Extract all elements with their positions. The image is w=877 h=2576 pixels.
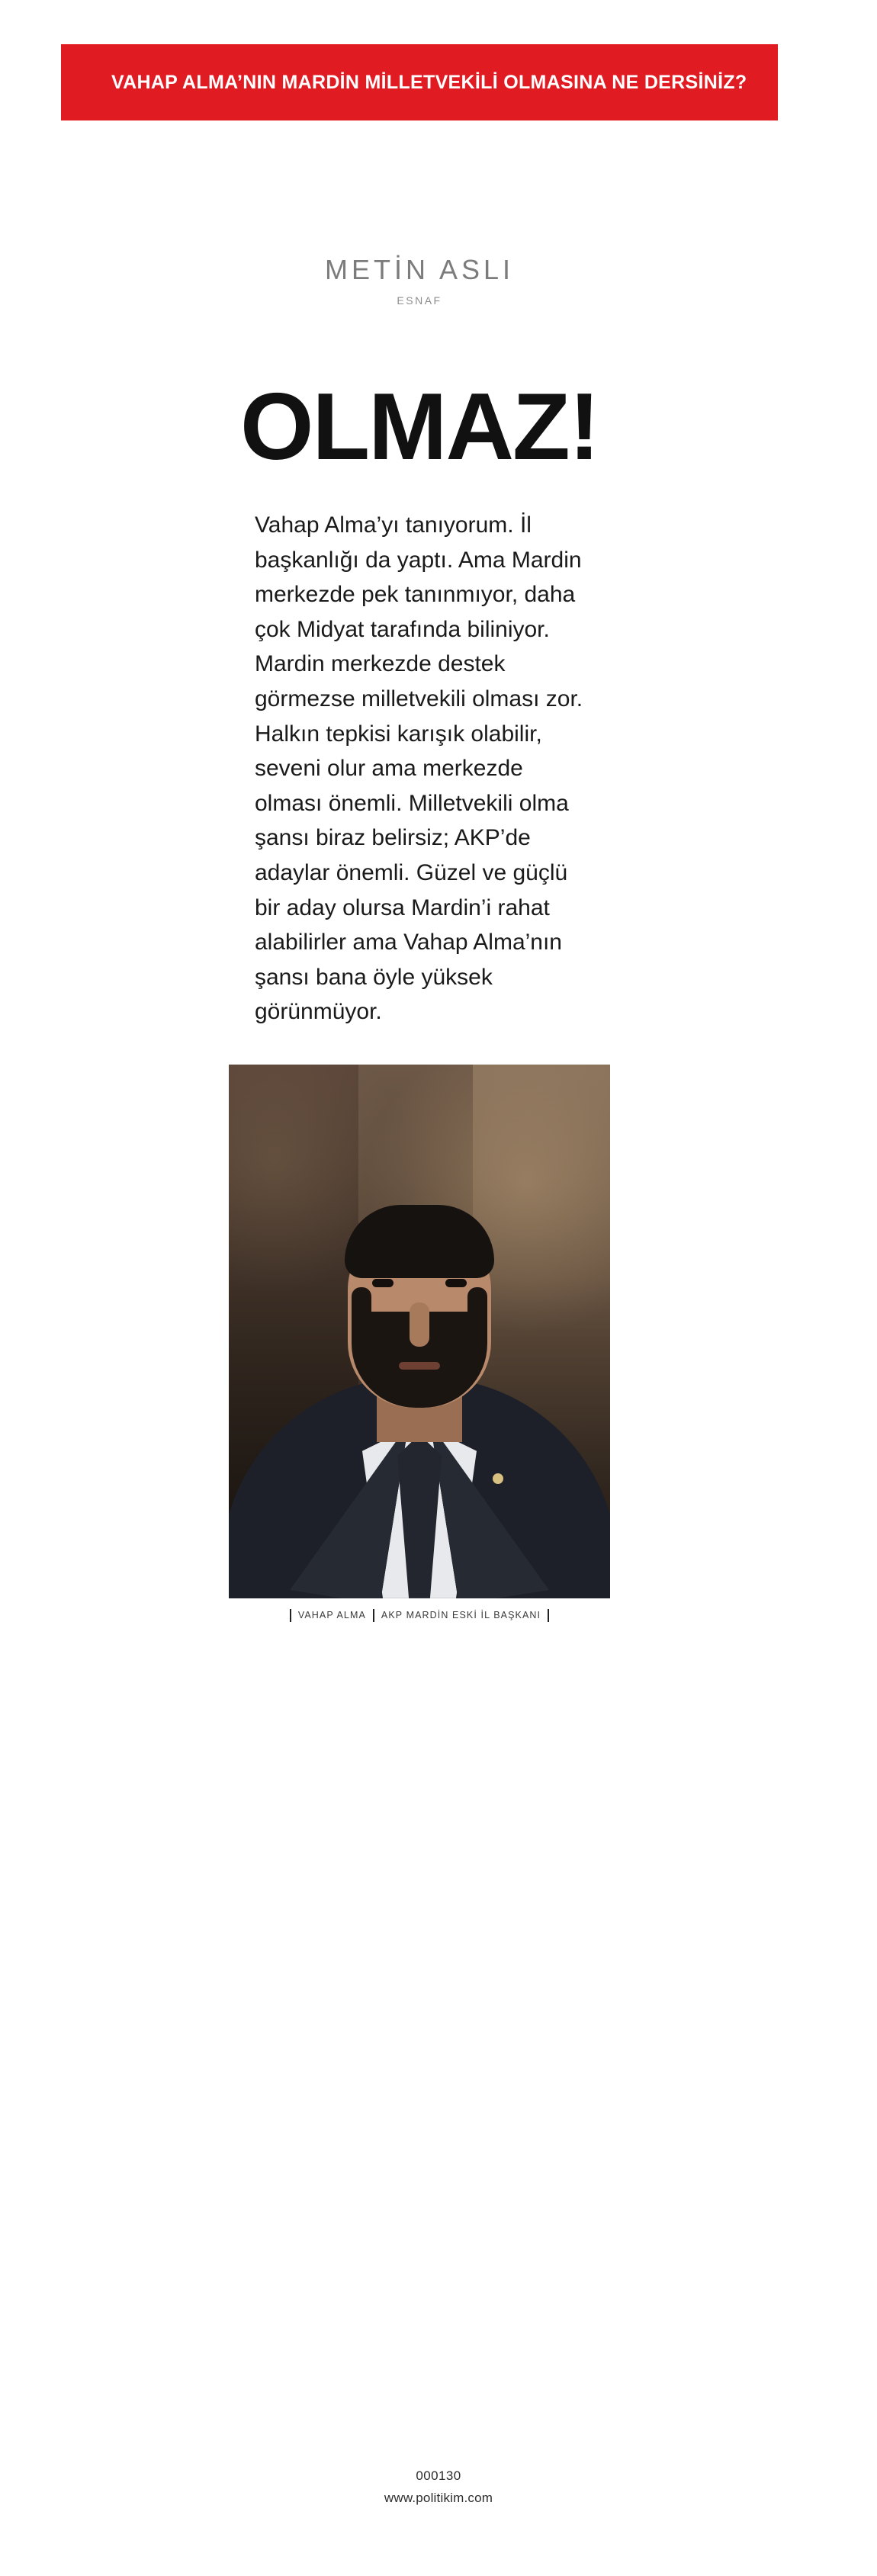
photo-block (229, 1065, 610, 1622)
byline (61, 254, 778, 307)
footer-code: 000130 (416, 2468, 461, 2483)
portrait-mouth (399, 1362, 440, 1370)
portrait-hair (345, 1205, 494, 1278)
page-footer (0, 2468, 877, 2506)
article-content (61, 120, 778, 1622)
portrait-beard-right (467, 1287, 487, 1330)
banner-headline-text: VAHAP ALMA’NIN MARDİN MİLLETVEKİLİ OLMASINA NE DERSİNİZ? (111, 71, 747, 93)
portrait-eye-left (372, 1279, 394, 1287)
caption-divider-icon (290, 1609, 291, 1622)
photo-caption (229, 1609, 610, 1622)
headline-banner (61, 44, 778, 120)
portrait-photo (229, 1065, 610, 1598)
caption-divider-icon (548, 1609, 549, 1622)
caption-title: AKP MARDİN ESKİ İL BAŞKANI (381, 1610, 541, 1621)
byline-role: ESNAF (397, 294, 442, 307)
article-headline: OLMAZ! (239, 374, 599, 480)
article-quote: Vahap Alma’yı tanıyorum. İl başkanlığı da yaptı. Ama Mardin merkezde pek tanınmıyor, daha çok Midyat tarafında biliniyor. Mardin merkezde destek görmezse milletvekili olması zor. Halkın tepkisi karışık olabilir, seveni olur ama merkezde olması önemli. Milletvekili olma şansı biraz belirsiz; AKP’de adaylar önemli. Güzel ve güçlü bir aday olursa Mardin’i rahat alabilirler ama Vahap Alma’nın şansı bana öyle yüksek görünmüyor. (255, 512, 583, 1025)
portrait-eye-right (445, 1279, 467, 1287)
byline-name: METİN ASLI (324, 254, 515, 285)
footer-url: www.politikim.com (384, 2491, 493, 2505)
caption-divider-icon (373, 1609, 374, 1622)
lapel-pin-icon (493, 1473, 503, 1484)
portrait-beard-left (352, 1287, 371, 1330)
caption-name: VAHAP ALMA (297, 1610, 366, 1621)
portrait-nose (410, 1302, 429, 1347)
